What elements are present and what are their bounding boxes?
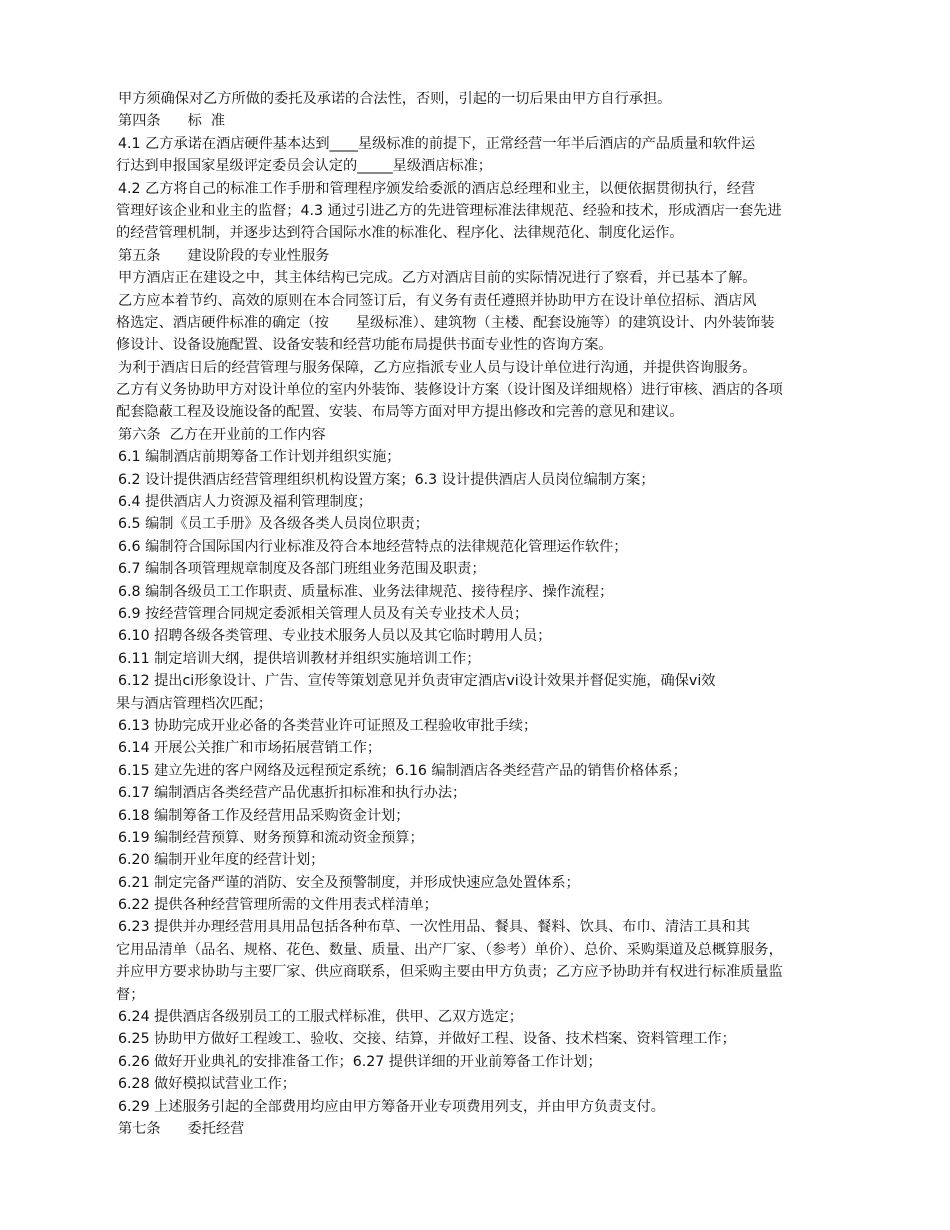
text-line: 6.13 协助完成开业必备的各类营业许可证照及工程验收审批手续； [118,717,538,734]
text-line: 6.21 制定完备严谨的消防、安全及预警制度，并形成快速应急处置体系； [118,874,580,891]
text-line: 6.18 编制筹备工作及经营用品采购资金计划； [118,807,410,824]
text-line: 督； [116,986,145,1003]
text-line: 6.19 编制经营预算、财务预算和流动资金预算； [118,829,424,846]
text-line: 配套隐蔽工程及设施设备的配置、安装、布局等方面对甲方提出修改和完善的意见和建议。 [116,404,684,421]
text-line: 甲方须确保对乙方所做的委托及承诺的合法性，否则，引起的一切后果由甲方自行承担。 [118,91,672,107]
text-line: 6.26 做好开业典礼的安排准备工作；6.27 提供详细的开业前筹备工作计划； [118,1053,602,1070]
text-line: 6.22 提供各种经营管理所需的文件用表式样清单； [118,897,438,914]
text-line: 第四条 标 准 [118,113,226,130]
text-line: 甲方酒店正在建设之中，其主体结构已完成。乙方对酒店目前的实际情况进行了察看，并已基本了解。 [118,270,757,287]
text-line: 行达到申报国家星级评定委员会认定的_____星级酒店标准； [116,158,492,175]
text-line: 乙方有义务协助甲方对设计单位的室内外装饰、装修设计方案（设计图及详细规格）进行审核、酒店的各项 [116,382,783,399]
text-line: 6.14 开展公关推广和市场拓展营销工作； [118,740,382,757]
text-line: 6.20 编制开业年度的经营计划； [118,852,325,869]
text-line: 6.1 编制酒店前期筹备工作计划并组织实施； [118,449,401,466]
text-line: 6.12 提出ci形象设计、广告、宣传等策划意见并负责审定酒店vi设计效果并督促实施，确保vi效 [118,673,716,690]
text-line: 6.4 提供酒店人力资源及福利管理制度； [118,494,373,511]
text-line: 修设计、设备设施配置、设备安装和经营功能布局提供书面专业性的咨询方案。 [116,337,613,354]
text-line: 它用品清单（品名、规格、花色、数量、质量、出产厂家、（参考）单价）、总价、采购渠道及总概算服务， [116,941,783,958]
text-line: 6.23 提供并办理经营用具用品包括各种布草、一次性用品、餐具、餐料、饮具、布巾、清洁工具和其 [118,919,750,936]
text-line: 6.29 上述服务引起的全部费用均应由甲方筹备开业专项费用列支，并由甲方负责支付。 [118,1098,665,1115]
text-line: 6.9 按经营管理合同规定委派相关管理人员及有关专业技术人员； [118,605,529,622]
text-line: 并应甲方要求协助与主要厂家、供应商联系，但采购主要由甲方负责；乙方应予协助并有权进行标准质量监 [116,964,783,981]
text-line: 6.5 编制《员工手册》及各级各类人员岗位职责； [118,516,429,533]
text-line: 6.8 编制各级员工工作职责、质量标准、业务法律规范、接待程序、操作流程； [118,583,614,600]
text-line: 乙方应本着节约、高效的原则在本合同签订后，有义务有责任遵照并协助甲方在设计单位招标、酒店风 [118,292,757,309]
document-body [118,88,860,1140]
text-line: 6.10 招聘各级各类管理、专业技术服务人员以及其它临时聘用人员； [118,628,552,645]
text-line: 为利于酒店日后的经营管理与服务保障，乙方应指派专业人员与设计单位进行沟通，并提供咨询服务。 [118,359,757,376]
text-line: 6.7 编制各项管理规章制度及各部门班组业务范围及职责； [118,561,486,578]
text-line: 格选定、酒店硬件标准的确定（按 星级标准）、建筑物（主楼、配套设施等）的建筑设计、内外装饰装 [116,314,775,331]
text-line: 6.15 建立先进的客户网络及远程预定系统；6.16 编制酒店各类经营产品的销售价格体系； [118,762,687,779]
text-line: 6.2 设计提供酒店经营管理组织机构设置方案；6.3 设计提供酒店人员岗位编制方案； [118,471,655,488]
text-line: 6.6 编制符合国际国内行业标准及符合本地经营特点的法律规范化管理运作软件； [118,538,628,555]
text-line: 6.24 提供酒店各级别员工的工服式样标准，供甲、乙双方选定； [118,1009,523,1026]
text-line: 6.25 协助甲方做好工程竣工、验收、交接、结算，并做好工程、设备、技术档案、资料管理工作； [118,1031,736,1048]
text-line: 第六条 乙方在开业前的工作内容 [118,426,326,443]
text-line: 6.17 编制酒店各类经营产品优惠折扣标准和执行办法； [118,785,467,802]
text-line: 6.28 做好模拟试营业工作； [118,1076,296,1093]
text-line: 的经营管理机制，并逐步达到符合国际水准的标准化、程序化、法律规范化、制度化运作。 [116,225,684,242]
text-line: 管理好该企业和业主的监督；4.3 通过引进乙方的先进管理标准法律规范、经验和技术，形成酒店一套先进 [116,202,782,219]
text-line: 6.11 制定培训大纲，提供培训教材并组织实施培训工作； [118,650,481,667]
text-line: 果与酒店管理档次匹配； [116,695,273,712]
text-line: 第七条 委托经营 [118,1120,245,1137]
text-line: 4.2 乙方将自己的标准工作手册和管理程序颁发给委派的酒店总经理和业主，以便依据贯彻执行，经营 [118,180,756,197]
text-line: 第五条 建设阶段的专业性服务 [118,247,330,264]
text-line: 4.1 乙方承诺在酒店硬件基本达到____星级标准的前提下，正常经营一年半后酒店的产品质量和软件运 [118,135,756,152]
